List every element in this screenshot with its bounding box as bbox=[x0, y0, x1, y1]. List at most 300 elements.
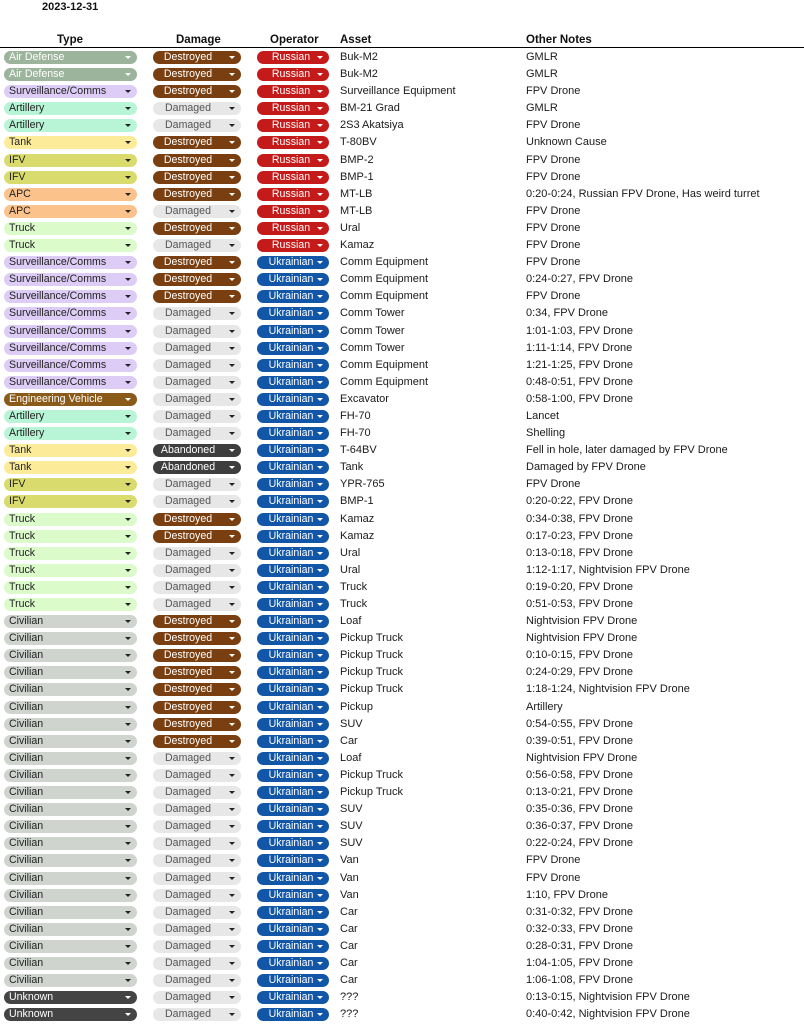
operator-dropdown[interactable] bbox=[257, 290, 329, 303]
notes-cell[interactable]: GMLR bbox=[526, 102, 558, 115]
type-dropdown[interactable] bbox=[4, 68, 137, 81]
notes-cell[interactable]: 1:01-1:03, FPV Drone bbox=[526, 324, 634, 337]
operator-dropdown[interactable] bbox=[257, 85, 329, 98]
operator-dropdown[interactable] bbox=[257, 376, 329, 389]
notes-cell[interactable]: 0:24-0:29, FPV Drone bbox=[526, 666, 634, 679]
asset-cell[interactable]: Van bbox=[340, 888, 359, 901]
notes-cell[interactable]: Damaged by FPV Drone bbox=[526, 461, 646, 474]
asset-cell[interactable]: Van bbox=[340, 854, 359, 867]
asset-cell[interactable]: FH-70 bbox=[340, 427, 371, 440]
notes-cell[interactable]: FPV Drone bbox=[526, 170, 581, 183]
damage-dropdown[interactable] bbox=[153, 598, 241, 611]
type-dropdown[interactable] bbox=[4, 581, 137, 594]
type-dropdown[interactable] bbox=[4, 495, 137, 508]
chevron-down-icon bbox=[125, 791, 131, 794]
type-dropdown[interactable] bbox=[4, 752, 137, 765]
damage-dropdown-label: Damaged bbox=[165, 427, 211, 440]
damage-dropdown[interactable] bbox=[153, 273, 241, 286]
operator-dropdown[interactable] bbox=[257, 666, 329, 679]
type-dropdown[interactable] bbox=[4, 205, 137, 218]
operator-dropdown[interactable] bbox=[257, 632, 329, 645]
operator-dropdown[interactable] bbox=[257, 564, 329, 577]
operator-dropdown[interactable] bbox=[257, 615, 329, 628]
operator-dropdown[interactable] bbox=[257, 273, 329, 286]
type-dropdown[interactable] bbox=[4, 974, 137, 987]
damage-dropdown[interactable] bbox=[153, 666, 241, 679]
damage-dropdown[interactable] bbox=[153, 102, 241, 115]
type-dropdown[interactable] bbox=[4, 427, 137, 440]
notes-cell[interactable]: FPV Drone bbox=[526, 854, 581, 867]
asset-cell[interactable]: Pickup Truck bbox=[340, 683, 403, 696]
asset-cell[interactable]: ??? bbox=[340, 991, 359, 1004]
notes-cell[interactable]: Nightvision FPV Drone bbox=[526, 632, 638, 645]
type-dropdown[interactable] bbox=[4, 889, 137, 902]
damage-dropdown[interactable] bbox=[153, 119, 241, 132]
asset-cell[interactable]: Comm Equipment bbox=[340, 273, 429, 286]
damage-dropdown[interactable] bbox=[153, 701, 241, 714]
type-dropdown[interactable] bbox=[4, 872, 137, 885]
damage-dropdown[interactable] bbox=[153, 803, 241, 816]
damage-dropdown[interactable] bbox=[153, 718, 241, 731]
asset-cell[interactable]: Car bbox=[340, 905, 358, 918]
operator-dropdown[interactable] bbox=[257, 803, 329, 816]
asset-cell[interactable]: Excavator bbox=[340, 392, 389, 405]
notes-cell[interactable]: 0:51-0:53, FPV Drone bbox=[526, 598, 634, 610]
notes-cell[interactable]: Lancet bbox=[526, 409, 560, 422]
notes-cell[interactable]: FPV Drone bbox=[526, 478, 581, 491]
operator-dropdown[interactable] bbox=[257, 991, 329, 1004]
notes-cell[interactable]: 0:31-0:32, FPV Drone bbox=[526, 905, 634, 918]
type-dropdown[interactable] bbox=[4, 513, 137, 526]
damage-dropdown[interactable] bbox=[153, 649, 241, 662]
type-dropdown[interactable] bbox=[4, 957, 137, 970]
operator-dropdown[interactable] bbox=[257, 513, 329, 526]
asset-cell[interactable]: Kamaz bbox=[340, 529, 375, 542]
notes-cell[interactable]: Fell in hole, later damaged by FPV Drone bbox=[526, 444, 728, 457]
asset-cell[interactable]: Comm Equipment bbox=[340, 256, 429, 269]
operator-dropdown[interactable] bbox=[257, 307, 329, 320]
damage-dropdown[interactable] bbox=[153, 410, 241, 423]
notes-cell[interactable]: FPV Drone bbox=[526, 119, 581, 132]
operator-dropdown[interactable] bbox=[257, 444, 329, 457]
damage-dropdown[interactable] bbox=[153, 854, 241, 867]
operator-dropdown[interactable] bbox=[257, 820, 329, 833]
header-operator: Operator bbox=[270, 34, 319, 46]
type-dropdown[interactable] bbox=[4, 940, 137, 953]
operator-dropdown[interactable] bbox=[257, 854, 329, 867]
operator-dropdown[interactable] bbox=[257, 222, 329, 235]
notes-cell[interactable]: 0:54-0:55, FPV Drone bbox=[526, 717, 634, 730]
asset-cell[interactable]: Pickup Truck bbox=[340, 666, 403, 679]
damage-dropdown[interactable] bbox=[153, 427, 241, 440]
asset-cell[interactable]: SUV bbox=[340, 717, 363, 730]
operator-dropdown[interactable] bbox=[257, 598, 329, 611]
damage-dropdown[interactable] bbox=[153, 615, 241, 628]
type-dropdown[interactable] bbox=[4, 564, 137, 577]
damage-dropdown[interactable] bbox=[153, 837, 241, 850]
asset-cell[interactable]: YPR-765 bbox=[340, 478, 385, 491]
operator-dropdown[interactable] bbox=[257, 154, 329, 167]
damage-dropdown[interactable] bbox=[153, 991, 241, 1004]
operator-dropdown[interactable] bbox=[257, 495, 329, 508]
damage-dropdown[interactable] bbox=[153, 530, 241, 543]
asset-cell[interactable]: Buk-M2 bbox=[340, 51, 378, 63]
type-dropdown[interactable] bbox=[4, 273, 137, 286]
notes-cell[interactable]: FPV Drone bbox=[526, 85, 581, 98]
notes-cell[interactable]: 0:35-0:36, FPV Drone bbox=[526, 803, 634, 816]
type-dropdown[interactable] bbox=[4, 256, 137, 269]
damage-dropdown[interactable] bbox=[153, 85, 241, 98]
notes-cell[interactable]: 0:40-0:42, Nightvision FPV Drone bbox=[526, 1008, 690, 1021]
damage-dropdown[interactable] bbox=[153, 171, 241, 184]
type-dropdown[interactable] bbox=[4, 136, 137, 149]
operator-dropdown[interactable] bbox=[257, 837, 329, 850]
type-dropdown[interactable] bbox=[4, 701, 137, 714]
asset-cell[interactable]: Pickup Truck bbox=[340, 632, 403, 645]
notes-cell[interactable]: FPV Drone bbox=[526, 239, 581, 252]
operator-dropdown[interactable] bbox=[257, 649, 329, 662]
table-row bbox=[0, 340, 804, 357]
operator-dropdown[interactable] bbox=[257, 752, 329, 765]
operator-dropdown[interactable] bbox=[257, 974, 329, 987]
damage-dropdown[interactable] bbox=[153, 136, 241, 149]
type-dropdown[interactable] bbox=[4, 530, 137, 543]
notes-cell[interactable]: 0:58-1:00, FPV Drone bbox=[526, 392, 634, 405]
type-dropdown[interactable] bbox=[4, 837, 137, 850]
type-dropdown[interactable] bbox=[4, 615, 137, 628]
type-dropdown[interactable] bbox=[4, 598, 137, 611]
damage-dropdown[interactable] bbox=[153, 393, 241, 406]
damage-dropdown-label: Damaged bbox=[165, 939, 211, 952]
asset-cell[interactable]: T-64BV bbox=[340, 444, 377, 457]
asset-cell[interactable]: Surveillance Equipment bbox=[340, 85, 456, 98]
operator-dropdown[interactable] bbox=[257, 940, 329, 953]
notes-cell[interactable]: 1:11-1:14, FPV Drone bbox=[526, 341, 633, 354]
asset-cell[interactable]: Car bbox=[340, 974, 358, 987]
operator-dropdown[interactable] bbox=[257, 906, 329, 919]
operator-dropdown[interactable] bbox=[257, 239, 329, 252]
notes-cell[interactable]: FPV Drone bbox=[526, 290, 581, 303]
notes-cell[interactable]: 0:56-0:58, FPV Drone bbox=[526, 768, 634, 781]
type-dropdown[interactable] bbox=[4, 683, 137, 696]
notes-cell[interactable]: 0:10-0:15, FPV Drone bbox=[526, 649, 634, 662]
type-dropdown[interactable] bbox=[4, 786, 137, 799]
damage-dropdown[interactable] bbox=[153, 239, 241, 252]
damage-dropdown[interactable] bbox=[153, 461, 241, 474]
damage-dropdown[interactable] bbox=[153, 889, 241, 902]
asset-cell[interactable]: Car bbox=[340, 734, 358, 747]
type-dropdown[interactable] bbox=[4, 359, 137, 372]
asset-cell[interactable]: Comm Equipment bbox=[340, 290, 429, 303]
type-dropdown[interactable] bbox=[4, 854, 137, 867]
type-dropdown[interactable] bbox=[4, 906, 137, 919]
damage-dropdown[interactable] bbox=[153, 940, 241, 953]
type-dropdown[interactable] bbox=[4, 290, 137, 303]
type-dropdown[interactable] bbox=[4, 239, 137, 252]
damage-dropdown[interactable] bbox=[153, 820, 241, 833]
damage-dropdown[interactable] bbox=[153, 188, 241, 201]
notes-cell[interactable]: 0:32-0:33, FPV Drone bbox=[526, 922, 634, 935]
operator-dropdown[interactable] bbox=[257, 683, 329, 696]
asset-cell[interactable]: Car bbox=[340, 956, 358, 969]
damage-dropdown[interactable] bbox=[153, 478, 241, 491]
damage-dropdown[interactable] bbox=[153, 444, 241, 457]
asset-cell[interactable]: ??? bbox=[340, 1008, 359, 1021]
operator-dropdown[interactable] bbox=[257, 359, 329, 372]
type-dropdown[interactable] bbox=[4, 102, 137, 115]
damage-dropdown[interactable] bbox=[153, 256, 241, 269]
type-dropdown[interactable] bbox=[4, 307, 137, 320]
operator-dropdown[interactable] bbox=[257, 786, 329, 799]
asset-cell[interactable]: SUV bbox=[340, 803, 363, 816]
type-dropdown[interactable] bbox=[4, 188, 137, 201]
asset-cell[interactable]: Loaf bbox=[340, 615, 362, 628]
notes-cell[interactable]: 1:18-1:24, Nightvision FPV Drone bbox=[526, 683, 690, 696]
type-dropdown[interactable] bbox=[4, 547, 137, 560]
notes-cell[interactable]: 0:48-0:51, FPV Drone bbox=[526, 375, 634, 388]
damage-dropdown[interactable] bbox=[153, 564, 241, 577]
asset-cell[interactable]: Comm Tower bbox=[340, 307, 405, 320]
notes-cell[interactable]: 0:24-0:27, FPV Drone bbox=[526, 273, 634, 286]
damage-dropdown[interactable] bbox=[153, 683, 241, 696]
asset-cell[interactable]: Car bbox=[340, 922, 358, 935]
asset-cell[interactable]: Kamaz bbox=[340, 239, 375, 252]
asset-cell[interactable]: 2S3 Akatsiya bbox=[340, 119, 404, 132]
operator-dropdown[interactable] bbox=[257, 701, 329, 714]
notes-cell[interactable]: 0:17-0:23, FPV Drone bbox=[526, 529, 634, 542]
asset-cell[interactable]: Comm Equipment bbox=[340, 358, 429, 371]
type-dropdown[interactable] bbox=[4, 444, 137, 457]
operator-dropdown[interactable] bbox=[257, 1008, 329, 1021]
type-dropdown-label: IFV bbox=[9, 153, 26, 166]
asset-cell[interactable]: Loaf bbox=[340, 751, 362, 764]
type-dropdown[interactable] bbox=[4, 632, 137, 645]
damage-dropdown[interactable] bbox=[153, 957, 241, 970]
damage-dropdown[interactable] bbox=[153, 359, 241, 372]
notes-cell[interactable]: 0:28-0:31, FPV Drone bbox=[526, 939, 634, 952]
damage-dropdown[interactable] bbox=[153, 923, 241, 936]
header-notes: Other Notes bbox=[526, 34, 592, 46]
damage-dropdown[interactable] bbox=[153, 154, 241, 167]
operator-dropdown[interactable] bbox=[257, 171, 329, 184]
asset-cell[interactable]: BMP-2 bbox=[340, 153, 374, 166]
type-dropdown[interactable] bbox=[4, 393, 137, 406]
notes-cell[interactable]: 0:34-0:38, FPV Drone bbox=[526, 512, 634, 525]
damage-dropdown[interactable] bbox=[153, 495, 241, 508]
notes-cell[interactable]: Shelling bbox=[526, 427, 566, 440]
asset-cell[interactable]: Kamaz bbox=[340, 512, 375, 525]
notes-cell[interactable]: Artillery bbox=[526, 700, 563, 713]
damage-dropdown[interactable] bbox=[153, 342, 241, 355]
notes-cell[interactable]: 0:34, FPV Drone bbox=[526, 307, 608, 320]
notes-cell[interactable]: 1:06-1:08, FPV Drone bbox=[526, 974, 634, 987]
asset-cell[interactable]: MT-LB bbox=[340, 187, 373, 200]
asset-cell[interactable]: BMP-1 bbox=[340, 495, 374, 508]
type-dropdown[interactable] bbox=[4, 649, 137, 662]
chevron-down-icon bbox=[125, 210, 131, 213]
notes-cell[interactable]: FPV Drone bbox=[526, 153, 581, 166]
damage-dropdown[interactable] bbox=[153, 222, 241, 235]
operator-dropdown[interactable] bbox=[257, 136, 329, 149]
notes-cell[interactable]: FPV Drone bbox=[526, 256, 581, 269]
operator-dropdown[interactable] bbox=[257, 188, 329, 201]
type-dropdown[interactable] bbox=[4, 376, 137, 389]
asset-cell[interactable]: Ural bbox=[340, 563, 361, 576]
notes-cell[interactable]: FPV Drone bbox=[526, 204, 581, 217]
notes-cell[interactable]: 0:19-0:20, FPV Drone bbox=[526, 580, 634, 593]
asset-cell[interactable]: MT-LB bbox=[340, 204, 373, 217]
type-dropdown[interactable] bbox=[4, 85, 137, 98]
type-dropdown[interactable] bbox=[4, 171, 137, 184]
damage-dropdown[interactable] bbox=[153, 376, 241, 389]
notes-cell[interactable]: 1:12-1:17, Nightvision FPV Drone bbox=[526, 563, 690, 576]
asset-cell[interactable]: Ural bbox=[340, 546, 361, 559]
damage-dropdown[interactable] bbox=[153, 68, 241, 81]
operator-dropdown[interactable] bbox=[257, 461, 329, 474]
type-dropdown[interactable] bbox=[4, 735, 137, 748]
damage-dropdown[interactable] bbox=[153, 581, 241, 594]
notes-cell[interactable]: GMLR bbox=[526, 51, 558, 63]
operator-dropdown[interactable] bbox=[257, 102, 329, 115]
asset-cell[interactable]: SUV bbox=[340, 837, 363, 850]
asset-cell[interactable]: Comm Equipment bbox=[340, 375, 429, 388]
damage-dropdown[interactable] bbox=[153, 547, 241, 560]
notes-cell[interactable]: 0:20-0:24, Russian FPV Drone, Has weird turret bbox=[526, 187, 760, 200]
damage-dropdown[interactable] bbox=[153, 51, 241, 64]
notes-cell[interactable]: Nightvision FPV Drone bbox=[526, 751, 638, 764]
type-dropdown[interactable] bbox=[4, 666, 137, 679]
operator-dropdown[interactable] bbox=[257, 205, 329, 218]
type-dropdown[interactable] bbox=[4, 991, 137, 1004]
asset-cell[interactable]: FH-70 bbox=[340, 409, 371, 422]
type-dropdown[interactable] bbox=[4, 51, 137, 64]
notes-cell[interactable]: Nightvision FPV Drone bbox=[526, 615, 638, 628]
type-dropdown[interactable] bbox=[4, 718, 137, 731]
asset-cell[interactable]: BMP-1 bbox=[340, 170, 374, 183]
operator-dropdown[interactable] bbox=[257, 119, 329, 132]
type-dropdown[interactable] bbox=[4, 820, 137, 833]
asset-cell[interactable]: Car bbox=[340, 939, 358, 952]
asset-cell[interactable]: T-80BV bbox=[340, 136, 377, 149]
notes-cell[interactable]: 1:10, FPV Drone bbox=[526, 888, 608, 901]
operator-dropdown[interactable] bbox=[257, 68, 329, 81]
chevron-down-icon bbox=[229, 432, 235, 435]
operator-dropdown[interactable] bbox=[257, 923, 329, 936]
damage-dropdown[interactable] bbox=[153, 974, 241, 987]
operator-dropdown[interactable] bbox=[257, 478, 329, 491]
asset-cell[interactable]: Pickup Truck bbox=[340, 768, 403, 781]
operator-dropdown[interactable] bbox=[257, 718, 329, 731]
operator-dropdown[interactable] bbox=[257, 51, 329, 64]
notes-cell[interactable]: 0:22-0:24, FPV Drone bbox=[526, 837, 634, 850]
asset-cell[interactable]: Pickup Truck bbox=[340, 649, 403, 662]
asset-cell[interactable]: Pickup bbox=[340, 700, 374, 713]
notes-cell[interactable]: 0:20-0:22, FPV Drone bbox=[526, 495, 634, 508]
type-dropdown[interactable] bbox=[4, 478, 137, 491]
damage-dropdown[interactable] bbox=[153, 735, 241, 748]
asset-cell[interactable]: Truck bbox=[340, 598, 368, 610]
notes-cell[interactable]: 1:04-1:05, FPV Drone bbox=[526, 956, 634, 969]
type-dropdown[interactable] bbox=[4, 154, 137, 167]
type-dropdown[interactable] bbox=[4, 923, 137, 936]
notes-cell[interactable]: FPV Drone bbox=[526, 221, 581, 234]
type-dropdown[interactable] bbox=[4, 769, 137, 782]
chevron-down-icon bbox=[317, 330, 323, 333]
asset-cell[interactable]: Truck bbox=[340, 580, 368, 593]
damage-dropdown[interactable] bbox=[153, 632, 241, 645]
type-dropdown-label: IFV bbox=[9, 495, 26, 508]
operator-dropdown[interactable] bbox=[257, 872, 329, 885]
asset-cell[interactable]: Comm Tower bbox=[340, 341, 405, 354]
type-dropdown[interactable] bbox=[4, 1008, 137, 1021]
asset-cell[interactable]: BM-21 Grad bbox=[340, 102, 400, 115]
operator-dropdown[interactable] bbox=[257, 957, 329, 970]
type-dropdown[interactable] bbox=[4, 803, 137, 816]
damage-dropdown[interactable] bbox=[153, 513, 241, 526]
asset-cell[interactable]: Ural bbox=[340, 221, 361, 234]
type-dropdown[interactable] bbox=[4, 325, 137, 338]
notes-cell[interactable]: 1:21-1:25, FPV Drone bbox=[526, 358, 634, 371]
damage-dropdown[interactable] bbox=[153, 205, 241, 218]
notes-cell[interactable]: 0:39-0:51, FPV Drone bbox=[526, 734, 634, 747]
damage-dropdown[interactable] bbox=[153, 872, 241, 885]
operator-dropdown[interactable] bbox=[257, 410, 329, 423]
asset-cell[interactable]: Van bbox=[340, 871, 359, 884]
notes-cell[interactable]: 0:13-0:18, FPV Drone bbox=[526, 546, 634, 559]
damage-dropdown[interactable] bbox=[153, 1008, 241, 1021]
operator-dropdown[interactable] bbox=[257, 393, 329, 406]
notes-cell[interactable]: FPV Drone bbox=[526, 871, 581, 884]
operator-dropdown[interactable] bbox=[257, 547, 329, 560]
damage-dropdown[interactable] bbox=[153, 752, 241, 765]
damage-dropdown[interactable] bbox=[153, 290, 241, 303]
operator-dropdown[interactable] bbox=[257, 530, 329, 543]
notes-cell[interactable]: GMLR bbox=[526, 68, 558, 81]
type-dropdown[interactable] bbox=[4, 342, 137, 355]
type-dropdown[interactable] bbox=[4, 461, 137, 474]
operator-dropdown[interactable] bbox=[257, 735, 329, 748]
notes-cell[interactable]: 0:13-0:21, FPV Drone bbox=[526, 786, 634, 799]
notes-cell[interactable]: Unknown Cause bbox=[526, 136, 607, 149]
asset-cell[interactable]: Tank bbox=[340, 461, 364, 474]
operator-dropdown[interactable] bbox=[257, 325, 329, 338]
table-row bbox=[0, 152, 804, 169]
asset-cell[interactable]: Comm Tower bbox=[340, 324, 405, 337]
asset-cell[interactable]: Pickup Truck bbox=[340, 786, 403, 799]
damage-dropdown[interactable] bbox=[153, 325, 241, 338]
operator-dropdown[interactable] bbox=[257, 769, 329, 782]
damage-dropdown[interactable] bbox=[153, 906, 241, 919]
damage-dropdown-label: Damaged bbox=[165, 239, 211, 252]
asset-cell[interactable]: Buk-M2 bbox=[340, 68, 378, 81]
operator-dropdown[interactable] bbox=[257, 581, 329, 594]
operator-dropdown-label: Ukrainian bbox=[268, 546, 314, 559]
type-dropdown[interactable] bbox=[4, 119, 137, 132]
damage-dropdown[interactable] bbox=[153, 769, 241, 782]
type-dropdown[interactable] bbox=[4, 410, 137, 423]
operator-dropdown[interactable] bbox=[257, 889, 329, 902]
asset-cell[interactable]: SUV bbox=[340, 820, 363, 833]
notes-cell[interactable]: 0:36-0:37, FPV Drone bbox=[526, 820, 634, 833]
type-dropdown[interactable] bbox=[4, 222, 137, 235]
notes-cell[interactable]: 0:13-0:15, Nightvision FPV Drone bbox=[526, 991, 690, 1004]
damage-dropdown[interactable] bbox=[153, 786, 241, 799]
damage-dropdown[interactable] bbox=[153, 307, 241, 320]
operator-dropdown[interactable] bbox=[257, 256, 329, 269]
chevron-down-icon bbox=[229, 295, 235, 298]
operator-dropdown[interactable] bbox=[257, 427, 329, 440]
operator-dropdown[interactable] bbox=[257, 342, 329, 355]
